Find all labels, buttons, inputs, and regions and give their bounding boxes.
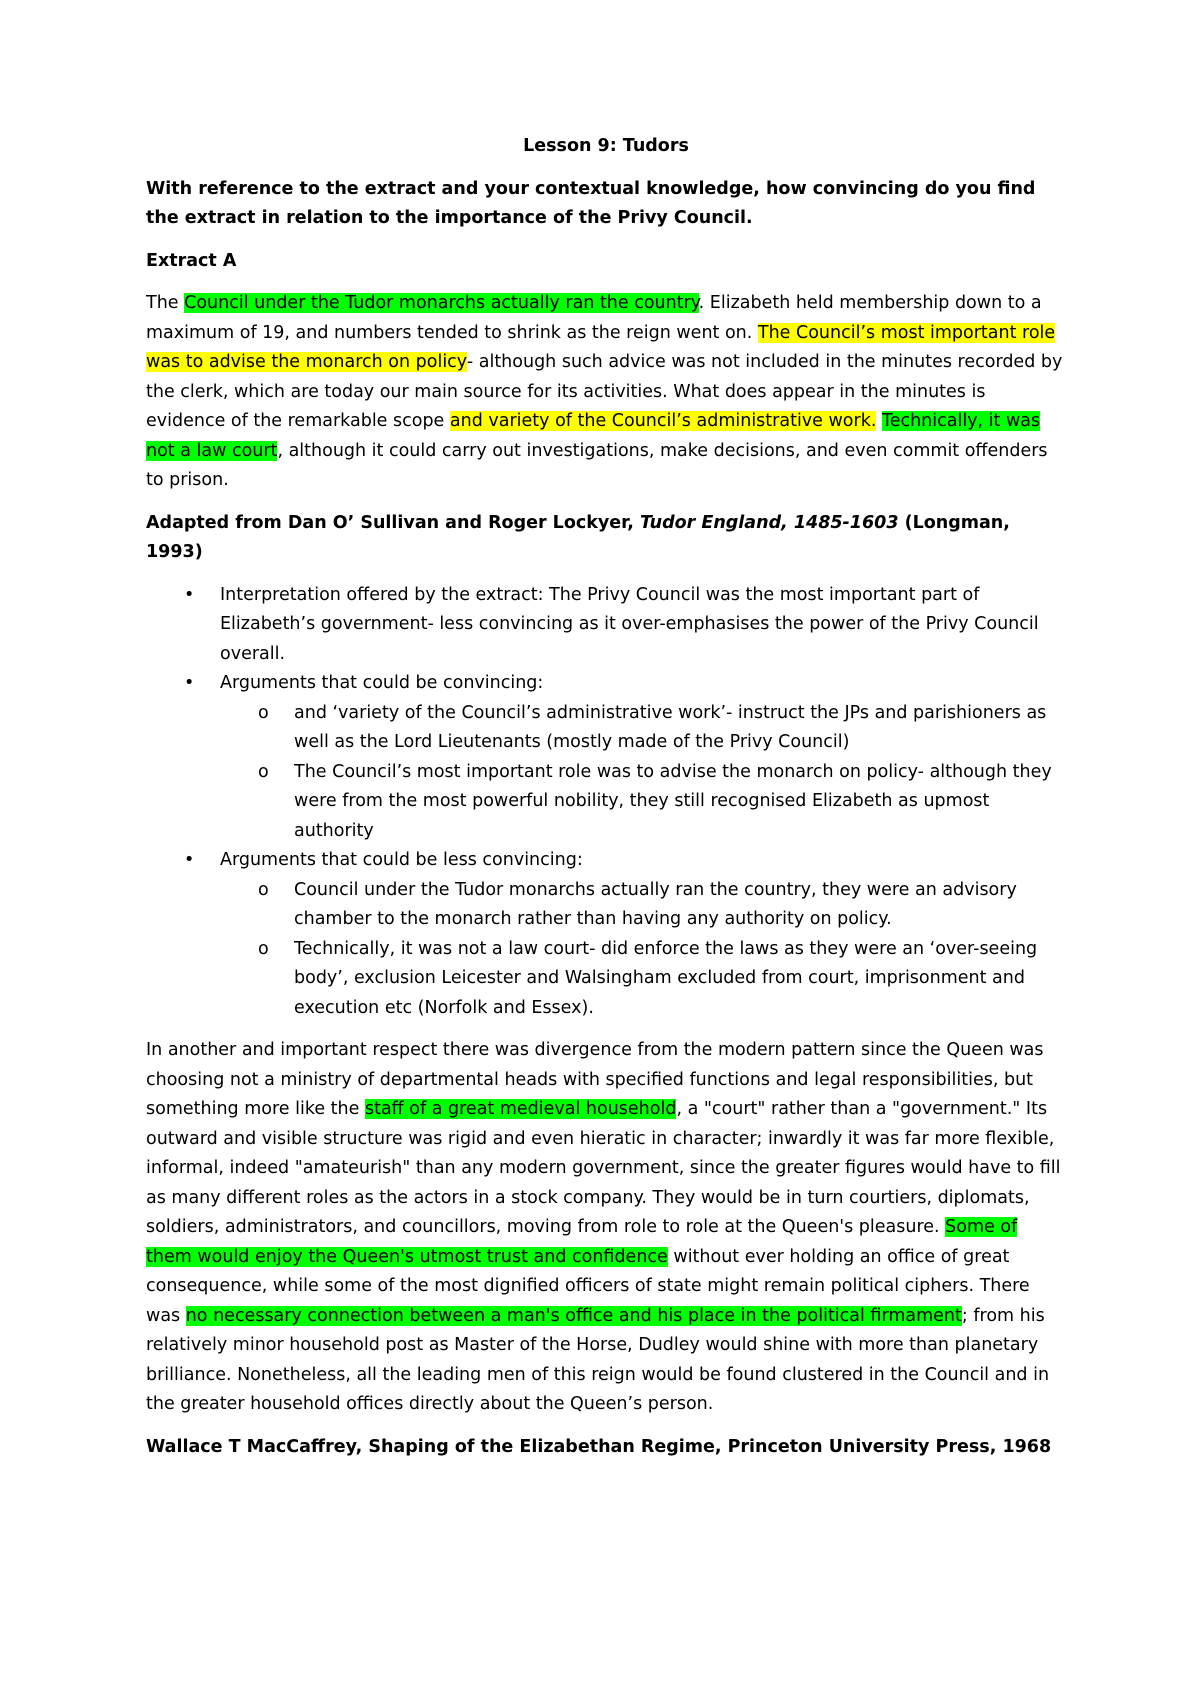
source-citation-1	[146, 509, 1066, 568]
bullet-icon: •	[184, 673, 195, 693]
essay-question: With reference to the extract and your contextual knowledge, how convincing do you find the extract in relation to the importance of the Privy Council.	[146, 178, 1036, 228]
bullet-item	[146, 669, 1066, 846]
sub-bullet-icon: o	[258, 879, 269, 900]
extract-text: , although it could carry out investigations, make decisions, and even commit offenders to prison.	[146, 440, 1048, 490]
bullet-item	[146, 846, 1066, 1023]
highlight-green: Council under the Tudor monarchs actually ran the country	[184, 293, 699, 313]
sub-bullet-item	[220, 876, 1066, 935]
sub-bullet-list	[220, 876, 1066, 1024]
sub-bullet-icon: o	[258, 938, 269, 959]
document-page	[146, 132, 1066, 1462]
bullet-text: Arguments that could be convincing:	[220, 673, 544, 693]
passage-text: , a "court" rather than a "government." Its outward and visible structure was rigid and even hieratic in character; inwardly it was far more flexible, informal, indeed "amateurish" than any modern government, since the greater figures would have to fill as many different roles as the actors in a stock company. They would be in turn courtiers, diplomats, soldiers, administrators, and councillors, moving from role to role at the Queen's pleasure.	[146, 1099, 1061, 1237]
sub-bullet-text: The Council’s most important role was to advise the monarch on policy- although they were from the most powerful nobility, they still recognised Elizabeth as upmost authority	[294, 761, 1052, 841]
highlight-yellow: The Council’s most important role was to advise the monarch on policy	[146, 322, 1056, 372]
extract-text: . Elizabeth held membership down to a maximum of 19, and numbers tended to shrink as the reign went on.	[146, 293, 1042, 343]
sub-bullet-item	[220, 935, 1066, 1024]
highlight-green: Some of them would enjoy the Queen's utmost trust and confidence	[146, 1217, 1018, 1267]
passage-text: without ever holding an office of great consequence, while some of the most dignified officers of state might remain political ciphers. There was	[146, 1246, 1030, 1326]
citation-book-title: Tudor England, 1485-1603	[639, 512, 899, 533]
passage-text: ; from his relatively minor household post as Master of the Horse, Dudley would shine with more than planetary brilliance. Nonetheless, all the leading men of this reign would be found clustered in the Council and in the greater household offices directly about the Queen’s person.	[146, 1305, 1050, 1414]
page-title: Lesson 9: Tudors	[523, 136, 689, 156]
sub-bullet-icon: o	[258, 702, 269, 723]
second-extract-paragraph	[146, 1036, 1066, 1420]
extract-text: - although such advice was not included in the minutes recorded by the clerk, which are today our main source for its activities. What does appear in the minutes is evidence of the remarkable scope	[146, 352, 1063, 431]
highlight-green: Technically, it was not a law court	[146, 411, 1041, 461]
analysis-bullet-list	[146, 581, 1066, 1024]
highlight-green: staff of a great medieval household	[364, 1099, 677, 1119]
bullet-text: Interpretation offered by the extract: The Privy Council was the most important part of Elizabeth’s government- less convincing as it over-emphasises the power of the Privy Council overall.	[220, 584, 1039, 664]
citation-prefix: Adapted from Dan O’ Sullivan and Roger Lockyer,	[146, 512, 640, 533]
sub-bullet-icon: o	[258, 761, 269, 782]
passage-text: In another and important respect there was divergence from the modern pattern since the Queen was choosing not a ministry of departmental heads with specified functions and legal responsibilities, but something more like the	[146, 1040, 1044, 1119]
bullet-item	[146, 581, 1066, 670]
citation-suffix: (Longman, 1993)	[146, 512, 1010, 562]
source-citation-2: Wallace T MacCaffrey, Shaping of the Elizabethan Regime, Princeton University Press, 1968	[146, 1436, 1052, 1457]
sub-bullet-text: Council under the Tudor monarchs actually ran the country, they were an advisory chamber to the monarch rather than having any authority on policy.	[294, 879, 1017, 929]
extract-heading: Extract A	[146, 250, 237, 271]
sub-bullet-list	[220, 699, 1066, 847]
sub-bullet-text: Technically, it was not a law court- did enforce the laws as they were an ‘over-seeing body’, exclusion Leicester and Walsingham excluded from court, imprisonment and execution etc (Norfolk and Essex).	[294, 938, 1038, 1018]
bullet-icon: •	[184, 584, 195, 605]
sub-bullet-item	[220, 699, 1066, 758]
sub-bullet-text: and ‘variety of the Council’s administrative work’- instruct the JPs and parishioners as well as the Lord Lieutenants (mostly made of the Privy Council)	[294, 702, 1047, 752]
sub-bullet-item	[220, 758, 1066, 847]
highlight-yellow: and variety of the Council’s administrative work.	[449, 411, 877, 431]
highlight-green: no necessary connection between a man's office and his place in the political firmament	[185, 1305, 962, 1326]
bullet-icon: •	[184, 850, 195, 870]
extract-text: The	[146, 293, 185, 313]
extract-a-paragraph	[146, 289, 1066, 496]
bullet-text: Arguments that could be less convincing:	[220, 850, 583, 870]
